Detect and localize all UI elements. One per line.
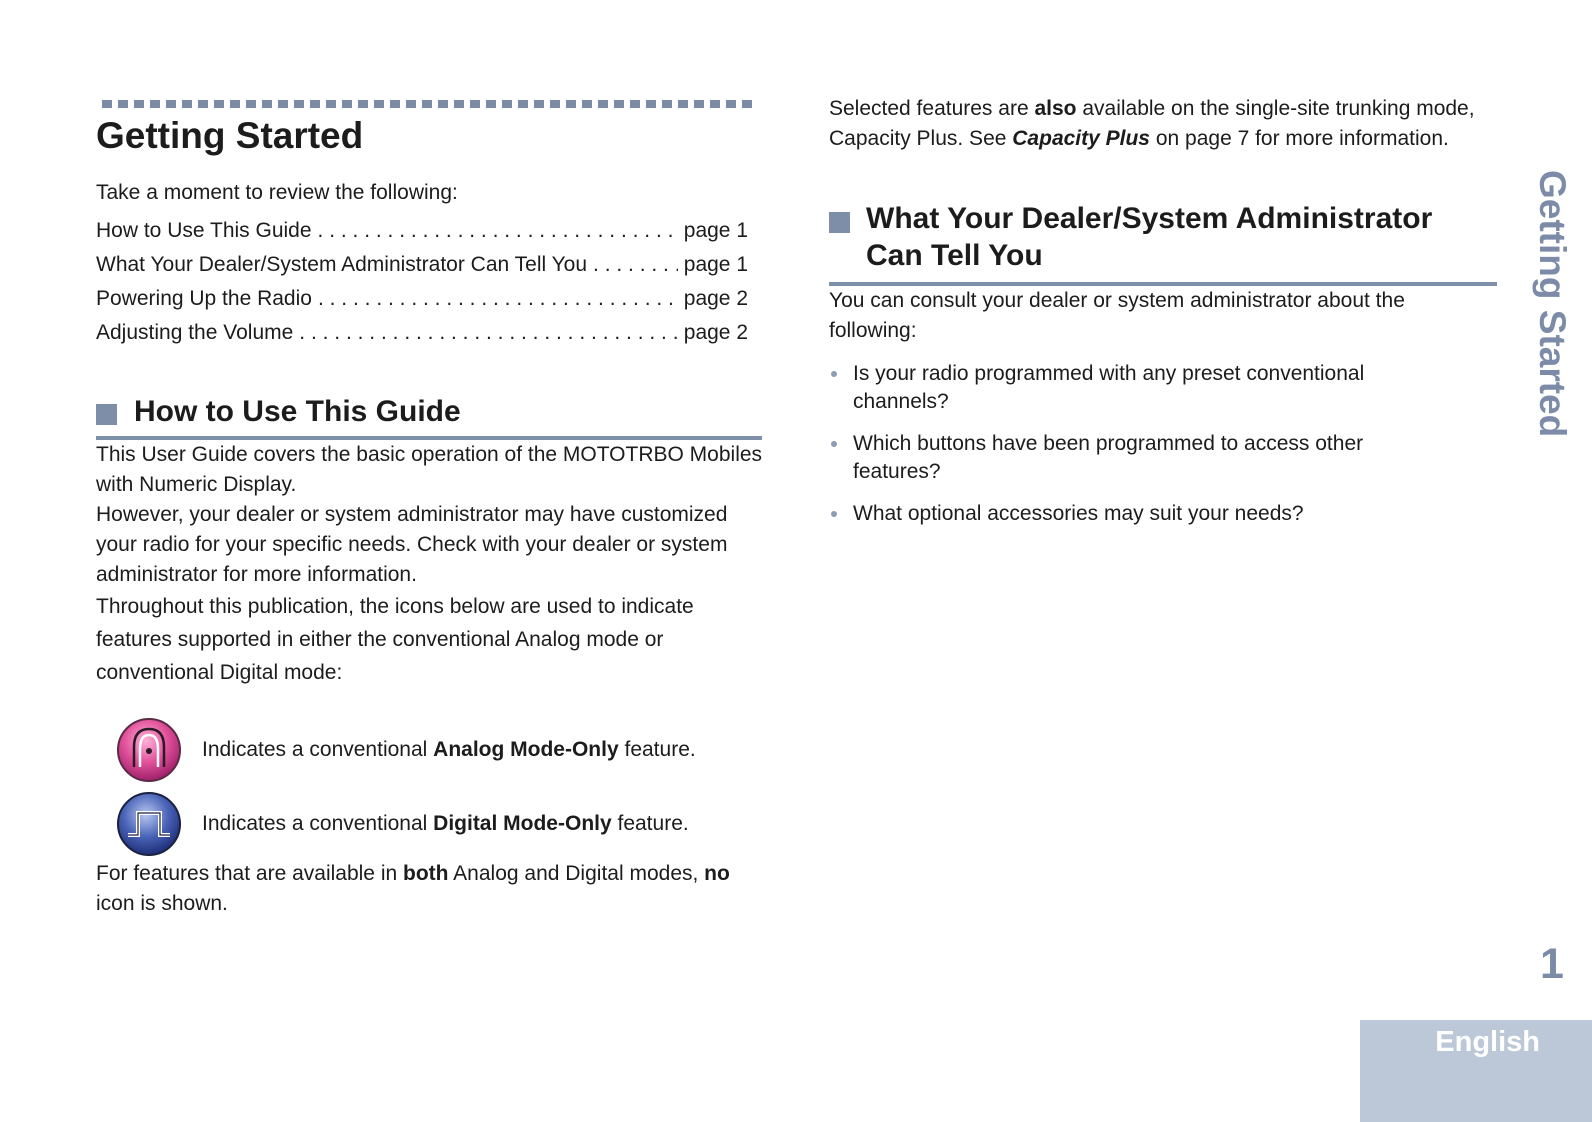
digital-description: Indicates a conventional Digital Mode-Only feature. <box>202 812 689 835</box>
dealer-section-heading <box>829 200 1497 286</box>
analog-mode-icon <box>116 717 182 783</box>
dealer-title: What Your Dealer/System Administrator Can Tell You <box>866 202 1433 272</box>
toc-page: page 1 <box>683 253 748 276</box>
toc-item[interactable] <box>96 248 748 282</box>
list-item: What optional accessories may suit your needs? <box>829 500 1453 528</box>
toc-label: Powering Up the Radio <box>96 287 312 310</box>
toc-label: How to Use This Guide <box>96 219 312 242</box>
toc-label: What Your Dealer/System Administrator Can Tell You <box>96 253 588 276</box>
right-column <box>829 94 1497 542</box>
section-square-icon <box>829 212 850 233</box>
closing-paragraph: For features that are available in both Analog and Digital modes, no icon is shown. <box>96 862 730 915</box>
analog-description: Indicates a conventional Analog Mode-Only feature. <box>202 738 696 761</box>
table-of-contents <box>96 214 748 350</box>
toc-leader <box>299 316 677 350</box>
list-item: Which buttons have been programmed to access other features? <box>829 430 1453 486</box>
toc-page: page 2 <box>683 287 748 310</box>
intro-text: Take a moment to review the following: <box>96 181 458 204</box>
toc-page: page 2 <box>683 321 748 344</box>
capacity-plus-paragraph: Selected features are also available on the single-site trunking mode, Capacity Plus. See Capacity Plus on page 7 for more information. <box>829 97 1475 150</box>
list-item: Is your radio programmed with any preset conventional channels? <box>829 360 1453 416</box>
toc-page: page 1 <box>683 219 748 242</box>
left-column <box>96 100 768 919</box>
section-square-icon <box>96 404 117 425</box>
digital-mode-icon <box>116 791 182 857</box>
language-tab <box>1360 1020 1592 1122</box>
toc-leader <box>318 214 678 248</box>
howto-paragraph-3: Throughout this publication, the icons below are used to indicate features supported in either the conventional Analog mode or conventional Digital mode: <box>96 595 694 684</box>
toc-leader <box>593 248 678 282</box>
page-title: Getting Started <box>96 115 364 156</box>
howto-paragraph-2: However, your dealer or system administrator may have customized your radio for your specific needs. Check with your dealer or system administrator for more information. <box>96 503 728 586</box>
toc-item[interactable] <box>96 282 748 316</box>
digital-icon-row <box>96 789 768 859</box>
howto-section-heading <box>96 394 762 440</box>
toc-item[interactable] <box>96 316 748 350</box>
page-number: 1 <box>1540 940 1564 988</box>
side-chapter-tab: Getting Started <box>1532 170 1573 438</box>
toc-item[interactable] <box>96 214 748 248</box>
consult-paragraph: You can consult your dealer or system administrator about the following: <box>829 289 1405 342</box>
toc-label: Adjusting the Volume <box>96 321 294 344</box>
howto-title: How to Use This Guide <box>134 395 461 428</box>
howto-paragraph-1: This User Guide covers the basic operation of the MOTOTRBO Mobiles with Numeric Display. <box>96 443 763 496</box>
analog-icon-row <box>96 715 768 785</box>
dashed-rule <box>102 100 756 108</box>
toc-leader <box>318 282 678 316</box>
capacity-plus-link[interactable]: Capacity Plus <box>1012 127 1150 150</box>
language-label: English <box>1435 1026 1540 1058</box>
dealer-question-list <box>829 360 1497 528</box>
